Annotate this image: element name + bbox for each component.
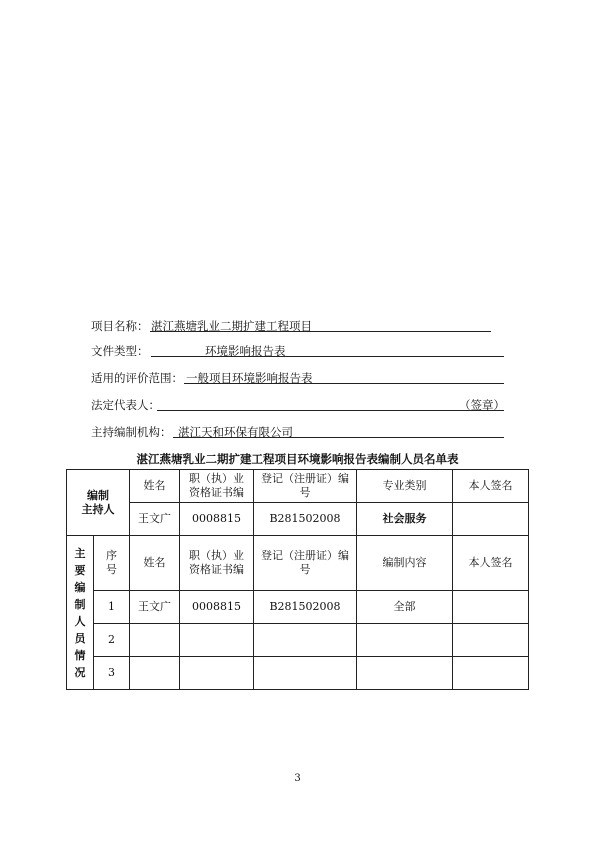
org-underline (173, 437, 504, 438)
host-cert-number: 0008815 (180, 503, 254, 536)
project-name-value: 湛江燕塘乳业二期扩建工程项目 (151, 319, 312, 333)
row-signature (453, 657, 529, 690)
row-content (357, 624, 453, 657)
table-row (67, 591, 529, 624)
project-name-label: 项目名称： (91, 319, 149, 333)
main-header-reg: 登记（注册证）编 号 (254, 536, 357, 591)
host-header-category: 专业类别 (357, 470, 453, 503)
file-type-underline (151, 356, 504, 357)
org-value: 湛江天和环保有限公司 (178, 425, 293, 439)
host-row-label-text: 编制 主持人 (81, 488, 115, 516)
row-seq: 3 (94, 657, 130, 690)
row-reg: B281502008 (254, 591, 357, 624)
row-cert: 0008815 (180, 591, 254, 624)
scope-label: 适用的评价范围： (91, 371, 183, 385)
row-content (357, 657, 453, 690)
host-row-label (67, 470, 130, 536)
legal-rep-label: 法定代表人： (91, 398, 160, 412)
row-name (130, 657, 180, 690)
main-row-label-text: 主要编制人员情况 (74, 546, 86, 679)
row-seq: 2 (94, 624, 130, 657)
page-number: 3 (294, 773, 301, 784)
main-row-label (67, 536, 94, 690)
host-header-signature: 本人签名 (453, 470, 529, 503)
project-name-underline (150, 331, 491, 332)
legal-rep-underline (157, 410, 504, 411)
org-label: 主持编制机构： (91, 425, 172, 439)
host-header-row (67, 470, 529, 503)
host-category: 社会服务 (357, 503, 453, 536)
host-header-name: 姓名 (130, 470, 180, 503)
table-row (67, 657, 529, 690)
row-reg (254, 657, 357, 690)
row-name: 王文广 (130, 591, 180, 624)
host-header-cert: 职（执）业 资格证书编 (180, 470, 254, 503)
row-reg (254, 624, 357, 657)
host-reg-number: B281502008 (254, 503, 357, 536)
row-cert (180, 657, 254, 690)
file-type-label: 文件类型： (91, 344, 149, 358)
legal-rep-seal: （签章） (459, 398, 505, 412)
table-title: 湛江燕塘乳业二期扩建工程项目环境影响报告表编制人员名单表 (136, 452, 459, 466)
host-header-reg: 登记（注册证）编 号 (254, 470, 357, 503)
main-header-content: 编制内容 (357, 536, 453, 591)
row-signature (453, 624, 529, 657)
row-cert (180, 624, 254, 657)
staff-list-table (66, 469, 529, 690)
main-header-cert: 职（执）业 资格证书编 (180, 536, 254, 591)
row-name (130, 624, 180, 657)
row-content: 全部 (357, 591, 453, 624)
main-header-row (67, 536, 529, 591)
host-signature (453, 503, 529, 536)
table-row (67, 624, 529, 657)
row-seq: 1 (94, 591, 130, 624)
scope-value: 一般项目环境影响报告表 (186, 371, 313, 385)
main-header-name: 姓名 (130, 536, 180, 591)
host-name: 王文广 (130, 503, 180, 536)
main-header-seq: 序 号 (94, 536, 130, 591)
scope-underline (184, 383, 504, 384)
file-type-value: 环境影响报告表 (205, 344, 286, 358)
host-data-row (67, 503, 529, 536)
main-header-signature: 本人签名 (453, 536, 529, 591)
row-signature (453, 591, 529, 624)
